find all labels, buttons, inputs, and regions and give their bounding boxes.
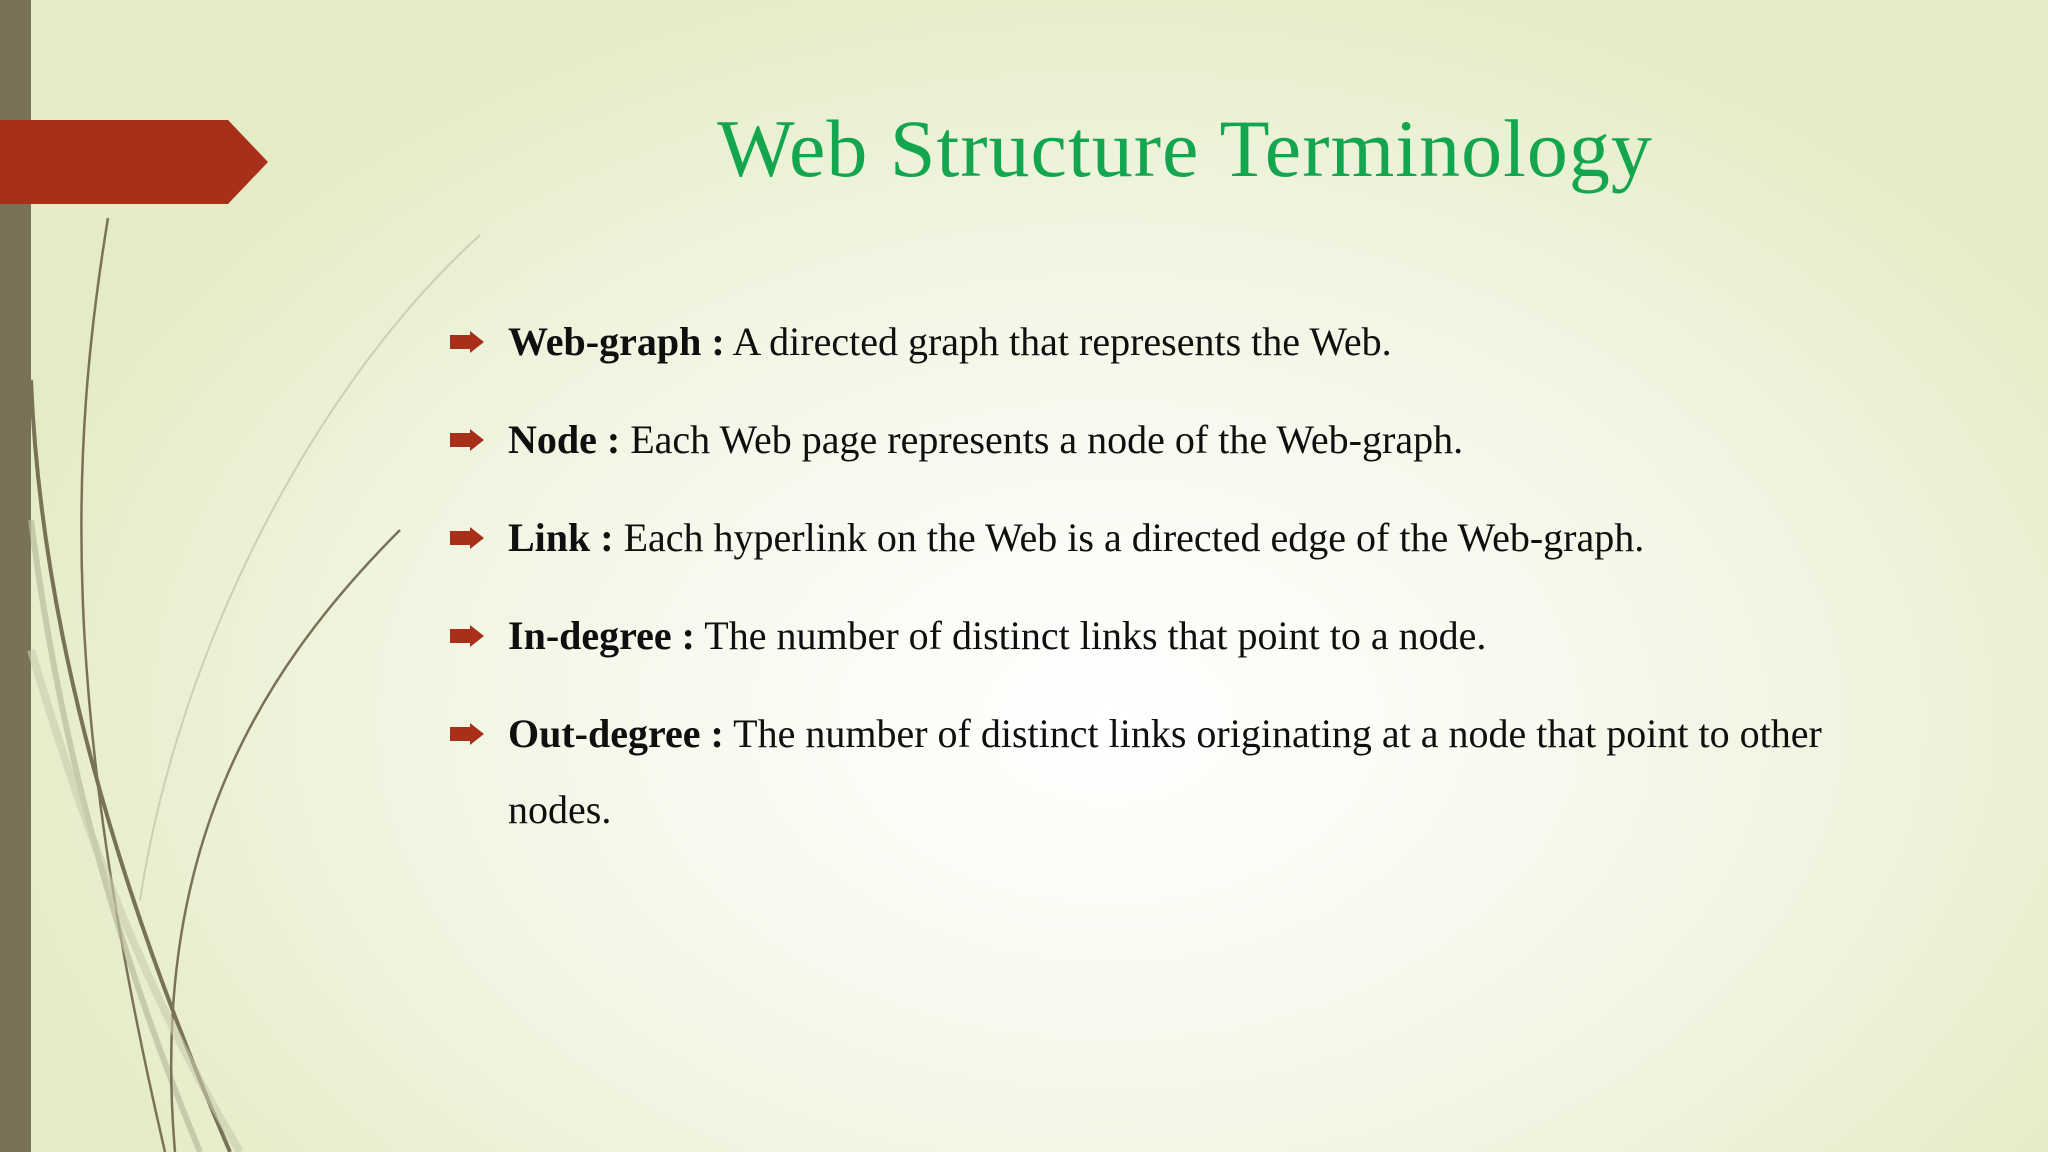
curve-line bbox=[81, 218, 165, 1152]
term-label: In-degree : bbox=[508, 613, 695, 658]
term-label: Out-degree : bbox=[508, 711, 724, 756]
list-item bbox=[450, 402, 1930, 478]
term-definition: Each Web page represents a node of the Web-graph. bbox=[620, 417, 1464, 462]
curve-line bbox=[140, 235, 480, 900]
list-item-text bbox=[508, 402, 1930, 478]
title-accent-arrow bbox=[0, 120, 268, 204]
list-item bbox=[450, 500, 1930, 576]
arrow-bullet-icon bbox=[450, 598, 508, 674]
list-item bbox=[450, 696, 1930, 848]
curve-line bbox=[31, 520, 200, 1152]
arrow-bullet-icon bbox=[450, 402, 508, 478]
list-item-text bbox=[508, 696, 1930, 848]
list-item-text bbox=[508, 598, 1930, 674]
arrow-bullet-icon bbox=[450, 696, 508, 772]
term-label: Link : bbox=[508, 515, 614, 560]
term-label: Node : bbox=[508, 417, 621, 462]
list-item-text bbox=[508, 500, 1930, 576]
term-definition: The number of distinct links originating at a node that point to other nodes. bbox=[508, 711, 1822, 832]
list-item bbox=[450, 598, 1930, 674]
bullet-list bbox=[450, 304, 1930, 870]
list-item-text bbox=[508, 304, 1930, 380]
term-definition: Each hyperlink on the Web is a directed edge of the Web-graph. bbox=[613, 515, 1645, 560]
list-item bbox=[450, 304, 1930, 380]
arrow-bullet-icon bbox=[450, 304, 508, 380]
slide-title: Web Structure Terminology bbox=[717, 103, 1653, 194]
arrow-bullet-icon bbox=[450, 500, 508, 576]
curve-line bbox=[31, 380, 230, 1152]
term-label: Web-graph : bbox=[508, 319, 725, 364]
term-definition: The number of distinct links that point to a node. bbox=[695, 613, 1487, 658]
curve-line bbox=[171, 530, 400, 1152]
term-definition: A directed graph that represents the Web. bbox=[724, 319, 1392, 364]
